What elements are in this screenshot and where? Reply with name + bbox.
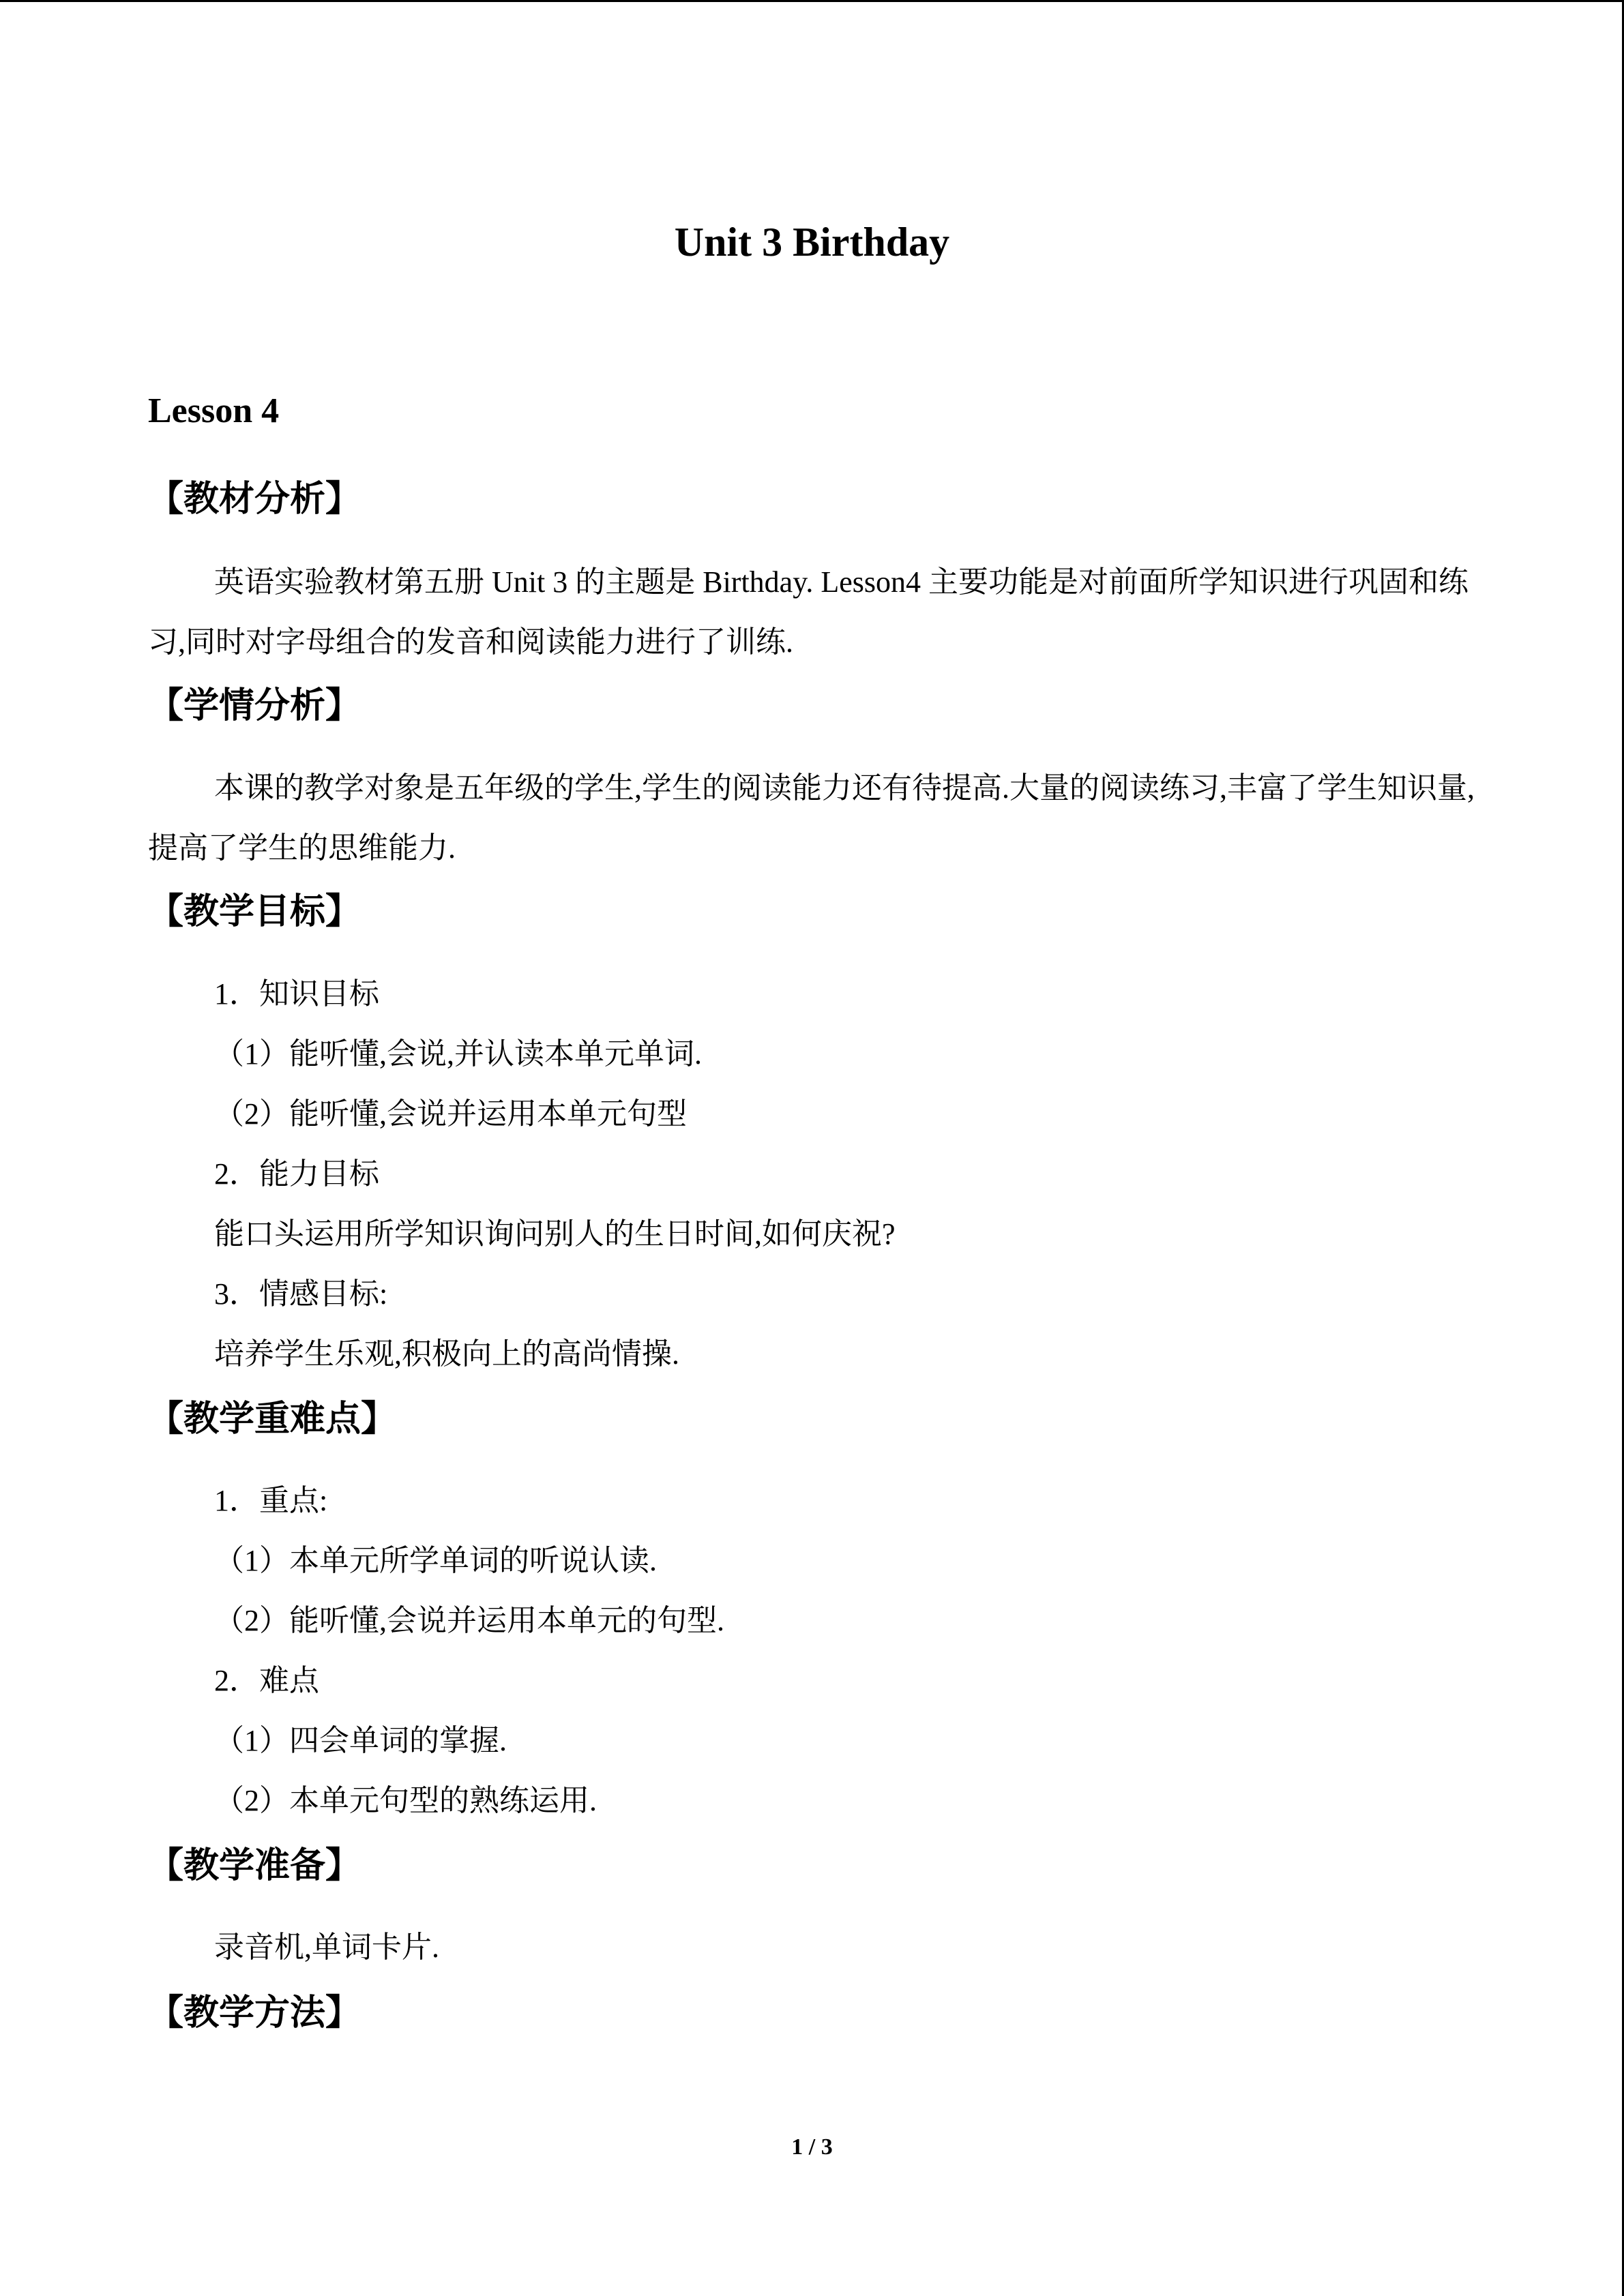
section-heading-preparation: 【教学准备】 [148,1845,361,1886]
page-number: 1 / 3 [791,2134,833,2160]
key-point-line-4: 2．难点 [214,1664,319,1697]
objective-line-7: 培养学生乐观,积极向上的高尚情操. [214,1337,679,1371]
key-point-line-1: 1．重点: [214,1484,328,1517]
paragraph-student-analysis: 本课的教学对象是五年级的学生,学生的阅读能力还有待提高.大量的阅读练习,丰富了学生知识量,提高了学生的思维能力. [148,771,1475,865]
section-heading-objectives: 【教学目标】 [148,891,361,932]
objective-line-4: 2．能力目标 [214,1157,379,1191]
preparation-line: 录音机,单词卡片. [214,1930,439,1964]
key-point-line-5: （1）四会单词的掌握. [214,1724,507,1757]
objective-line-2: （1）能听懂,会说,并认读本单元单词. [214,1037,702,1071]
document-title: Unit 3 Birthday [674,220,950,265]
section-heading-key-points: 【教学重难点】 [148,1399,397,1440]
section-heading-student-analysis: 【学情分析】 [148,685,361,726]
paragraph-textbook-analysis: 英语实验教材第五册 Unit 3 的主题是 Birthday. Lesson4 主要功能是对前面所学知识进行巩固和练习,同时对字母组合的发音和阅读能力进行了训练. [148,565,1468,659]
section-heading-methods: 【教学方法】 [148,1993,361,2033]
key-point-line-3: （2）能听懂,会说并运用本单元的句型. [214,1604,724,1637]
objective-line-3: （2）能听懂,会说并运用本单元句型 [214,1097,687,1131]
key-point-line-6: （2）本单元句型的熟练运用. [214,1784,597,1817]
lesson-heading: Lesson 4 [148,391,280,430]
key-point-line-2: （1）本单元所学单词的听说认读. [214,1544,657,1577]
objective-line-5: 能口头运用所学知识询问别人的生日时间,如何庆祝? [214,1217,896,1251]
objective-line-1: 1．知识目标 [214,977,379,1011]
section-heading-textbook-analysis: 【教材分析】 [148,479,361,520]
objective-line-6: 3．情感目标: [214,1277,388,1311]
